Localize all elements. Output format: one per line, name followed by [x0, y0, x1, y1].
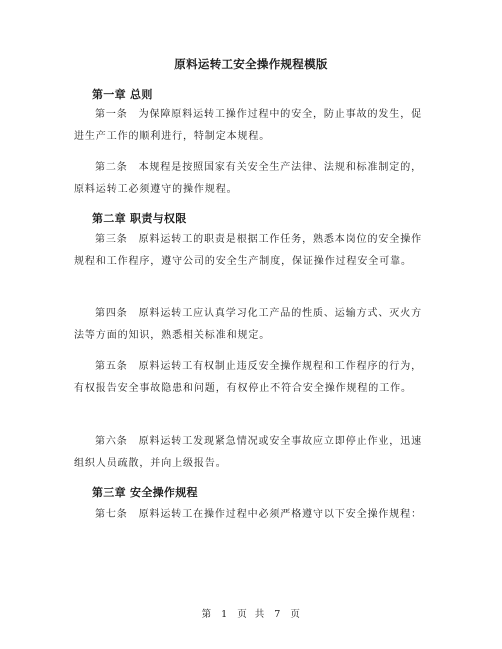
article-3: 第三条 原料运转工的职责是根据工作任务，熟悉本岗位的安全操作规程和工作程序，遵守公司的安全生产制度，保证操作过程安全可靠。 [74, 234, 422, 267]
chapter-heading-3: 第三章 安全操作规程 [92, 486, 198, 499]
article-2: 第二条 本规程是按照国家有关安全生产法律、法规和标准制定的，原料运转工必须遵守的操作规程。 [74, 162, 422, 195]
article-5: 第五条 原料运转工有权制止违反安全操作规程和工作程序的行为，有权报告安全事故隐患和问题，有权停止不符合安全操作规程的工作。 [74, 361, 422, 394]
article-6: 第六条 原料运转工发现紧急情况或安全事故应立即停止作业，迅速组织人员疏散，并向上级报告。 [74, 436, 422, 469]
article-1: 第一条 为保障原料运转工操作过程中的安全，防止事故的发生，促进生产工作的顺利进行，特制定本规程。 [74, 109, 422, 142]
footer-current-page: 1 [221, 609, 228, 620]
document-title: 原料运转工安全操作规程模版 [174, 57, 328, 71]
footer-middle: 页 共 [237, 609, 265, 620]
article-4: 第四条 原料运转工应认真学习化工产品的性质、运输方式、灭火方法等方面的知识，熟悉相关标准和规定。 [74, 308, 422, 341]
article-7: 第七条 原料运转工在操作过程中必须严格遵守以下安全操作规程： [95, 509, 422, 520]
chapter-heading-1: 第一章 总则 [92, 88, 153, 101]
page-footer [0, 606, 502, 620]
chapter-heading-2: 第二章 职责与权限 [92, 212, 187, 225]
footer-total-pages: 7 [274, 609, 281, 620]
footer-prefix: 第 [201, 609, 212, 620]
footer-suffix: 页 [290, 609, 301, 620]
